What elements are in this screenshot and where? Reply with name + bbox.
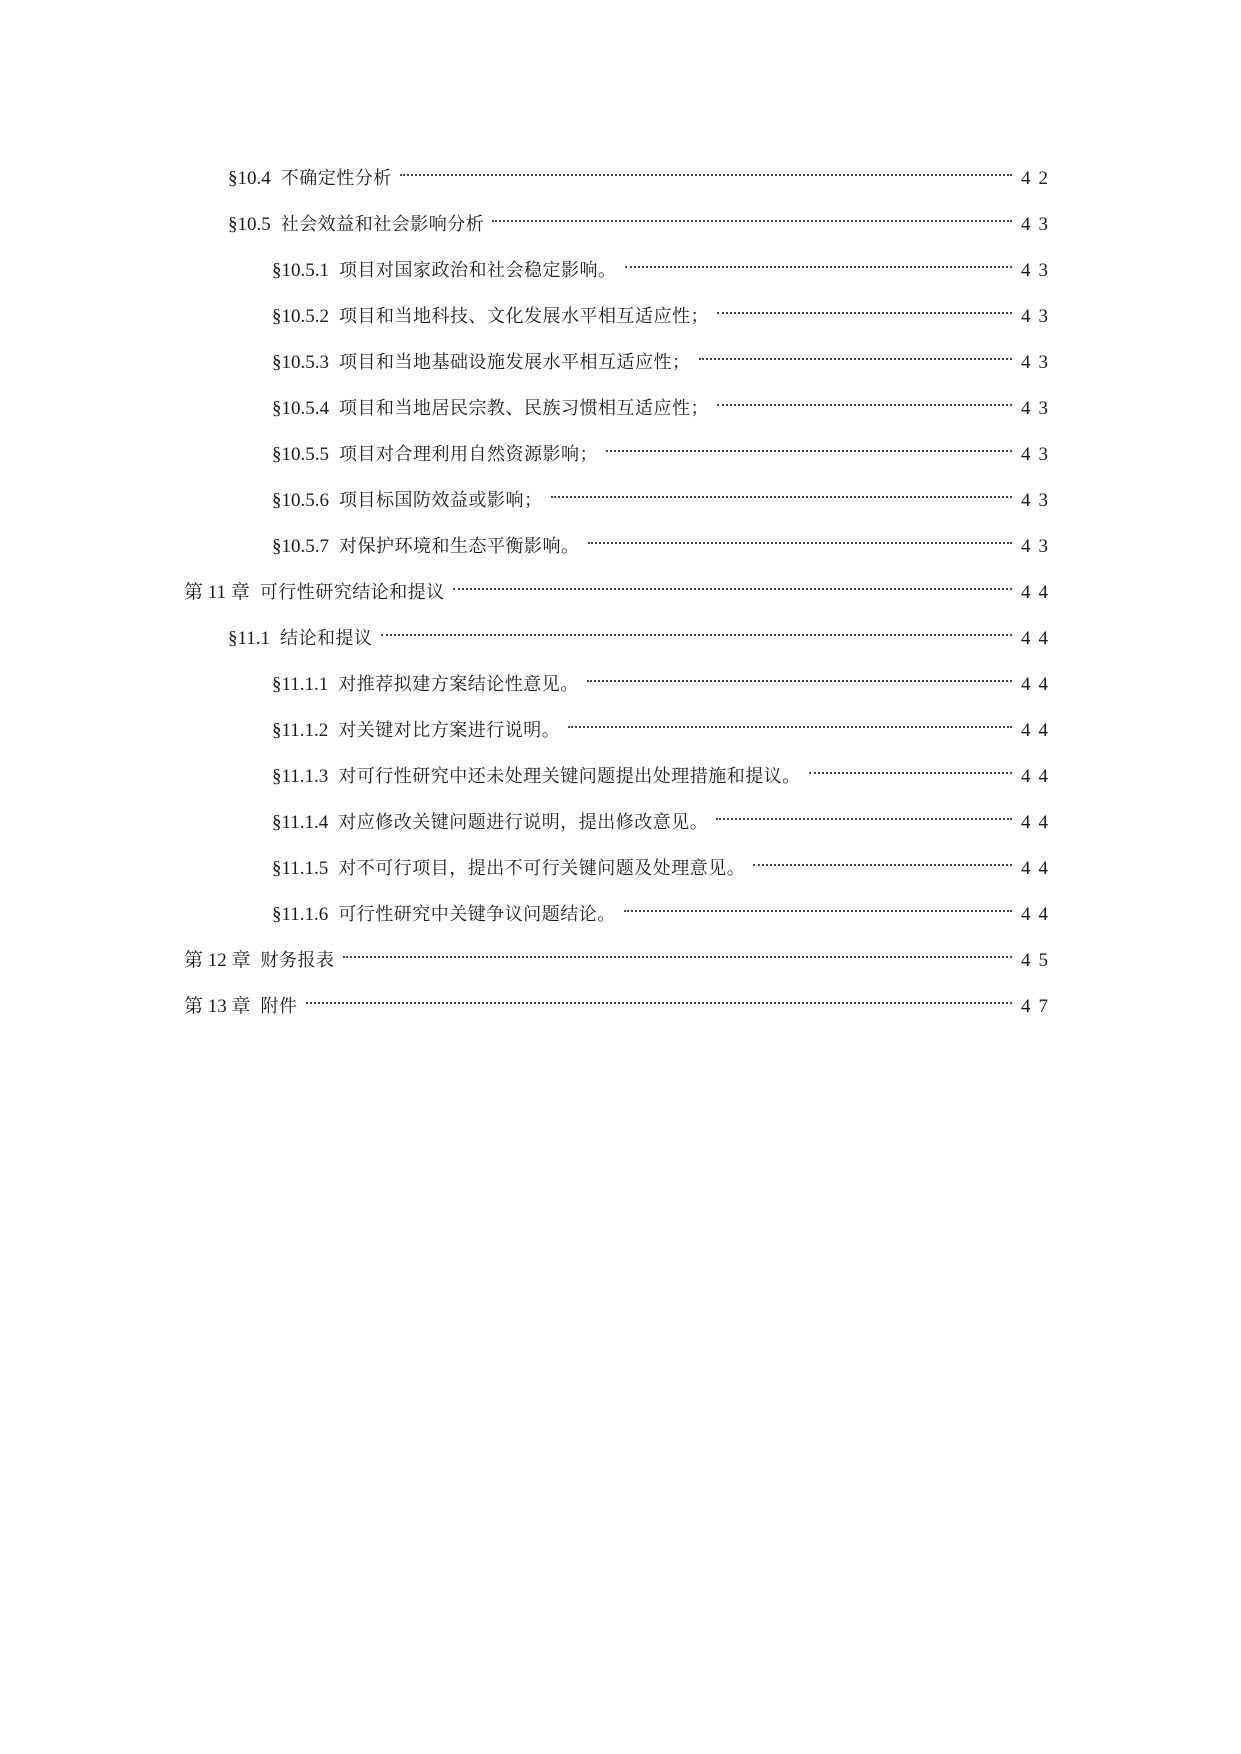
toc-entry-page: 43 [1021,260,1056,281]
toc-entry-number: §11.1.4 [272,812,329,833]
toc-entry-page: 43 [1021,536,1056,557]
toc-dot-leader [381,614,1012,644]
toc-entry-title: 不确定性分析 [280,168,392,189]
toc-entry-number: 第 13 章 [184,996,251,1017]
toc-dot-leader [716,798,1012,828]
toc-dot-leader [551,476,1013,506]
toc-entry[interactable] [228,154,1056,189]
toc-entry-number: §11.1.6 [272,904,329,925]
toc-entry-title: 可行性研究结论和提议 [259,582,445,603]
toc-entry[interactable] [272,338,1056,373]
toc-entry[interactable] [272,430,1056,465]
toc-entry-number: §11.1.2 [272,720,329,741]
toc-dot-leader [606,430,1012,460]
toc-entry-page: 44 [1021,628,1056,649]
toc-entry[interactable] [272,844,1056,879]
toc-entry[interactable] [184,568,1056,603]
toc-entry-page: 44 [1021,858,1056,879]
toc-entry[interactable] [272,384,1056,419]
toc-entry-page: 44 [1021,904,1056,925]
toc-entry[interactable] [184,982,1056,1017]
toc-entry[interactable] [272,706,1056,741]
toc-entry-title: 社会效益和社会影响分析 [280,214,485,235]
toc-dot-leader [343,936,1012,966]
toc-entry[interactable] [272,522,1056,557]
toc-entry-title: 对应修改关键问题进行说明，提出修改意见。 [338,812,709,833]
toc-entry-page: 43 [1021,490,1056,511]
toc-entry-number: §10.5.2 [272,306,329,327]
toc-entry-number: §10.5.7 [272,536,329,557]
toc-entry-page: 44 [1021,582,1056,603]
toc-dot-leader [717,384,1012,414]
toc-dot-leader [625,246,1013,276]
toc-entry-number: §11.1.1 [272,674,329,695]
toc-entry-page: 43 [1021,444,1056,465]
toc-entry[interactable] [228,614,1056,649]
toc-entry-title: 对可行性研究中还未处理关键问题提出处理措施和提议。 [338,766,801,787]
toc-entry-number: §10.5.3 [272,352,329,373]
toc-dot-leader [753,844,1012,874]
toc-dot-leader [588,522,1013,552]
toc-dot-leader [699,338,1013,368]
toc-entry-number: §11.1.5 [272,858,329,879]
toc-entry-page: 45 [1021,950,1056,971]
toc-entry-page: 43 [1021,214,1056,235]
toc-dot-leader [492,200,1012,230]
toc-entry-number: §10.5 [228,214,271,235]
toc-entry-number: 第 12 章 [184,950,251,971]
toc-entry-page: 44 [1021,674,1056,695]
toc-entry-title: 项目和当地科技、文化发展水平相互适应性； [339,306,709,327]
toc-entry-page: 44 [1021,720,1056,741]
toc-entry[interactable] [272,246,1056,281]
toc-dot-leader [306,982,1012,1012]
toc-entry-page: 43 [1021,398,1056,419]
toc-entry-number: §10.5.1 [272,260,329,281]
toc-entry-title: 对推荐拟建方案结论性意见。 [338,674,579,695]
toc-entry[interactable] [272,476,1056,511]
toc-entry-number: 第 11 章 [184,582,250,603]
toc-entry-title: 项目标国防效益或影响； [339,490,543,511]
toc-entry-page: 47 [1021,996,1056,1017]
toc-entry-title: 项目对国家政治和社会稳定影响。 [339,260,617,281]
toc-entry[interactable] [272,798,1056,833]
toc-entry[interactable] [228,200,1056,235]
toc-entry-page: 42 [1021,168,1056,189]
toc-entry[interactable] [184,936,1056,971]
toc-entry-page: 44 [1021,766,1056,787]
toc-entry-title: 对不可行项目，提出不可行关键问题及处理意见。 [338,858,746,879]
toc-entry[interactable] [272,660,1056,695]
toc-entry-title: 对保护环境和生态平衡影响。 [339,536,580,557]
toc-dot-leader [568,706,1012,736]
toc-entry-title: 附件 [260,996,298,1017]
toc-entry-title: 对关键对比方案进行说明。 [338,720,561,741]
toc-dot-leader [717,292,1012,322]
toc-entry-number: §10.5.5 [272,444,329,465]
toc-entry-number: §10.5.6 [272,490,329,511]
toc-entry-title: 财务报表 [260,950,335,971]
toc-entry-page: 44 [1021,812,1056,833]
toc-dot-leader [400,154,1012,184]
toc-entry-title: 项目和当地基础设施发展水平相互适应性； [339,352,691,373]
toc-dot-leader [809,752,1012,782]
toc-entry-title: 项目和当地居民宗教、民族习惯相互适应性； [339,398,709,419]
toc-dot-leader [587,660,1012,690]
toc-entry-title: 项目对合理利用自然资源影响； [339,444,598,465]
toc-dot-leader [624,890,1012,920]
toc-entry-number: §11.1.3 [272,766,329,787]
toc-entry-number: §10.4 [228,168,271,189]
toc-entry-page: 43 [1021,306,1056,327]
toc-entry-title: 结论和提议 [280,628,373,649]
toc-dot-leader [453,568,1012,598]
toc-entry-title: 可行性研究中关键争议问题结论。 [338,904,616,925]
toc-entry-number: §11.1 [228,628,271,649]
toc-entry[interactable] [272,890,1056,925]
toc-entry[interactable] [272,752,1056,787]
toc-entry[interactable] [272,292,1056,327]
toc-entry-page: 43 [1021,352,1056,373]
toc-entry-number: §10.5.4 [272,398,329,419]
